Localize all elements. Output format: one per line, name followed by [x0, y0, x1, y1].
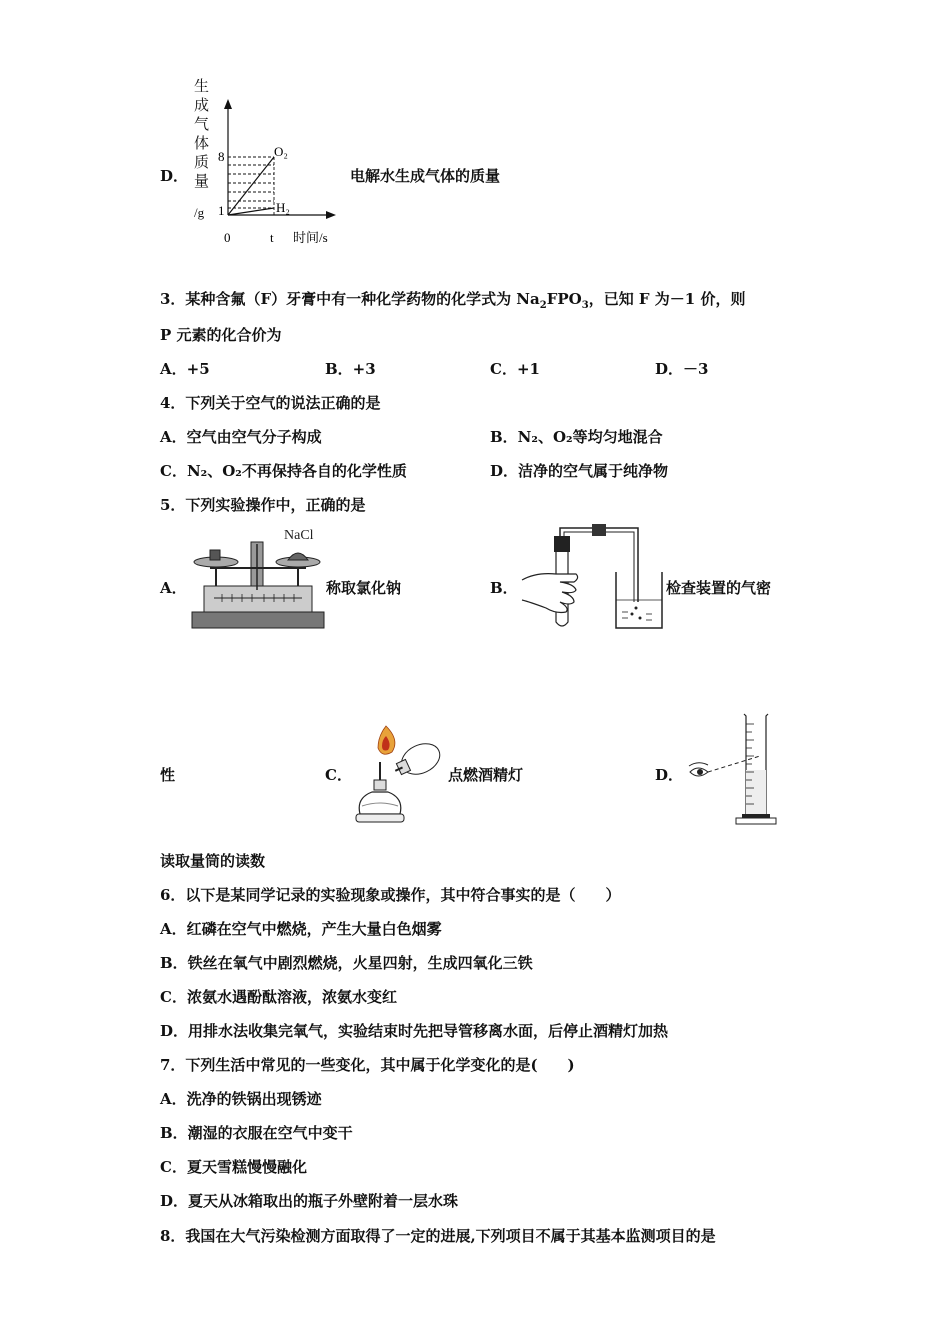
q4-option-b: B．N₂、O₂等均匀地混合	[490, 428, 663, 446]
y-label-char-1: 生	[194, 79, 210, 95]
q5-option-a-text: 称取氯化钠	[326, 579, 402, 597]
q5-option-c-letter: C．	[325, 766, 352, 784]
q5-option-d-letter: D．	[655, 766, 684, 784]
origin-label: 0	[224, 230, 231, 245]
q4-option-c: C．N₂、O₂不再保持各自的化学性质	[160, 462, 407, 480]
y-label-char-6: 量	[194, 174, 210, 190]
x-tick-t: t	[270, 230, 274, 245]
y-label-char-4: 体	[194, 136, 210, 152]
q2-option-d-text: 电解水生成气体的质量	[350, 167, 501, 185]
y-tick-8: 8	[218, 149, 225, 164]
q6-stem: 6．以下是某同学记录的实验现象或操作，其中符合事实的是（ ）	[160, 886, 621, 904]
q3-option-a: A．+5	[160, 360, 210, 378]
graduated-cylinder-image	[686, 710, 782, 828]
balance-scale-image	[188, 524, 328, 632]
q7-option-a: A．洗净的铁锅出现锈迹	[160, 1090, 322, 1108]
q6-option-b: B．铁丝在氧气中剧烈燃烧，火星四射，生成四氧化三铁	[160, 954, 533, 972]
q3-option-d: D．－3	[655, 360, 709, 378]
q4-option-a: A．空气由空气分子构成	[160, 428, 322, 446]
q3-option-b: B．+3	[325, 360, 376, 378]
q5-option-a-letter: A．	[160, 579, 187, 597]
graph-x-arrow	[326, 211, 336, 219]
gas-mass-graph	[188, 75, 358, 250]
q7-option-b: B．潮湿的衣服在空气中变干	[160, 1124, 353, 1142]
q7-option-c: C．夏天雪糕慢慢融化	[160, 1158, 307, 1176]
q3-option-c: C．+1	[490, 360, 540, 378]
q2-option-d-letter: D．	[160, 167, 189, 185]
q8-stem: 8．我国在大气污染检测方面取得了一定的进展,下列项目不属于其基本监测项目的是	[160, 1227, 716, 1245]
q7-option-d: D．夏天从冰箱取出的瓶子外壁附着一层水珠	[160, 1192, 459, 1210]
o2-label: O₂	[274, 144, 288, 159]
airtightness-check-image	[520, 522, 666, 632]
nacl-label: NaCl	[284, 528, 314, 543]
h2-label: H₂	[276, 200, 290, 215]
y-tick-1: 1	[218, 203, 225, 218]
y-label-char-5: 质	[194, 155, 210, 171]
graph-y-label	[194, 78, 209, 220]
x-axis-label: 时间/s	[293, 230, 328, 245]
q6-option-d: D．用排水法收集完氧气，实验结束时先把导管移离水面，后停止酒精灯加热	[160, 1022, 669, 1040]
q5-option-c-text: 点燃酒精灯	[448, 766, 524, 784]
q4-stem: 4．下列关于空气的说法正确的是	[160, 394, 381, 412]
alcohol-lamp-image	[352, 722, 448, 828]
y-label-char-2: 成	[194, 98, 210, 114]
q6-option-c: C．浓氨水遇酚酞溶液，浓氨水变红	[160, 988, 397, 1006]
h2-line	[228, 208, 274, 215]
q4-option-d: D．洁净的空气属于纯净物	[490, 462, 669, 480]
y-label-char-7: /g	[194, 205, 205, 220]
o2-line	[228, 157, 274, 215]
q7-stem: 7．下列生活中常见的一些变化，其中属于化学变化的是( )	[160, 1056, 575, 1074]
q5-option-d-text: 读取量筒的读数	[160, 852, 266, 870]
q5-stem: 5．下列实验操作中，正确的是	[160, 496, 366, 514]
q5-option-b-letter: B．	[490, 579, 518, 597]
q5-option-b-text: 检查装置的气密	[666, 579, 772, 597]
q3-stem-line1: 3．某种含氟（F）牙膏中有一种化学药物的化学式为 $Na_2FPO_3$，已知 F 为－1 价，则	[160, 290, 746, 311]
q3-stem-line2: P 元素的化合价为	[160, 326, 282, 344]
q6-option-a: A．红磷在空气中燃烧，产生大量白色烟雾	[160, 920, 442, 938]
q5-option-b-text-cont: 性	[160, 766, 176, 784]
graph-y-arrow	[224, 99, 232, 109]
y-label-char-3: 气	[194, 117, 210, 133]
